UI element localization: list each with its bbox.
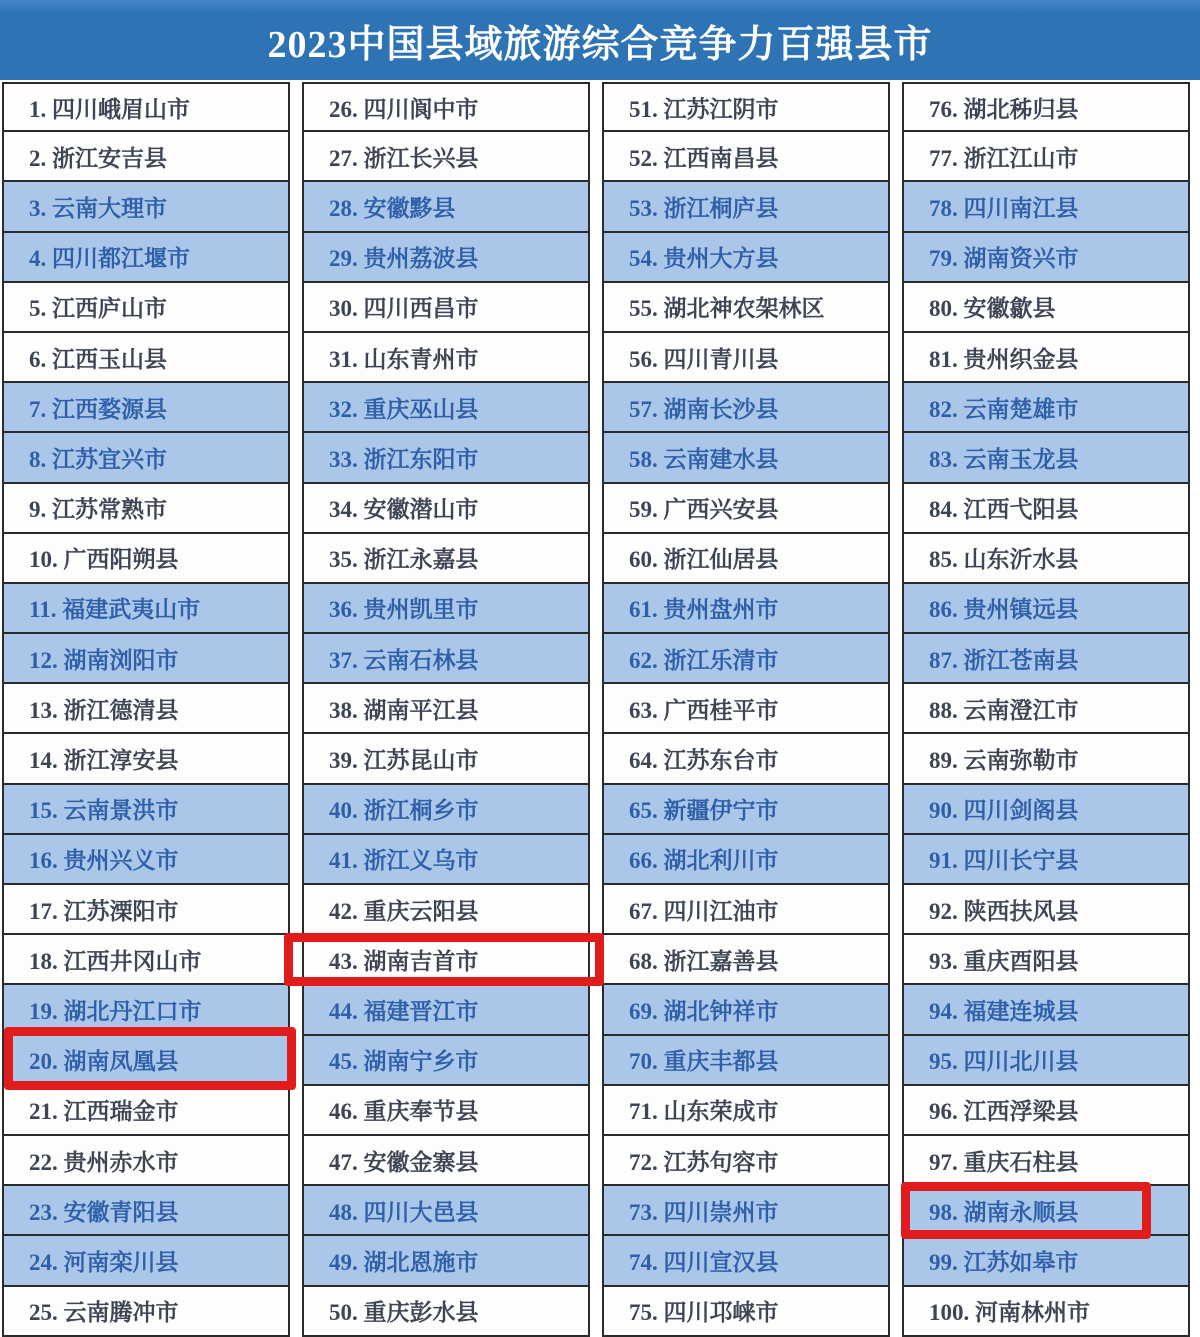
list-item-rank-37: 37. 云南石林县 xyxy=(302,634,590,684)
list-item-rank-31: 31. 山东青州市 xyxy=(302,333,590,383)
list-item-rank-61: 61. 贵州盘州市 xyxy=(602,584,890,634)
list-item-rank-36: 36. 贵州凯里市 xyxy=(302,584,590,634)
list-item-rank-57: 57. 湖南长沙县 xyxy=(602,383,890,433)
list-item-rank-77: 77. 浙江江山市 xyxy=(902,132,1190,182)
list-item-rank-82: 82. 云南楚雄市 xyxy=(902,383,1190,433)
list-item-rank-1: 1. 四川峨眉山市 xyxy=(2,82,290,132)
list-item-rank-76: 76. 湖北秭归县 xyxy=(902,82,1190,132)
list-item-rank-83: 83. 云南玉龙县 xyxy=(902,433,1190,483)
list-item-rank-3: 3. 云南大理市 xyxy=(2,182,290,232)
list-item-rank-26: 26. 四川阆中市 xyxy=(302,82,590,132)
list-item-rank-68: 68. 浙江嘉善县 xyxy=(602,935,890,985)
list-item-rank-38: 38. 湖南平江县 xyxy=(302,684,590,734)
list-item-rank-92: 92. 陕西扶风县 xyxy=(902,885,1190,935)
list-item-rank-66: 66. 湖北利川市 xyxy=(602,835,890,885)
list-item-rank-98: 98. 湖南永顺县 xyxy=(902,1186,1190,1236)
list-item-rank-67: 67. 四川江油市 xyxy=(602,885,890,935)
list-item-rank-65: 65. 新疆伊宁市 xyxy=(602,785,890,835)
list-item-rank-29: 29. 贵州荔波县 xyxy=(302,233,590,283)
list-item-rank-73: 73. 四川崇州市 xyxy=(602,1186,890,1236)
list-item-rank-10: 10. 广西阳朔县 xyxy=(2,534,290,584)
list-item-rank-93: 93. 重庆酉阳县 xyxy=(902,935,1190,985)
list-item-rank-42: 42. 重庆云阳县 xyxy=(302,885,590,935)
list-item-rank-87: 87. 浙江苍南县 xyxy=(902,634,1190,684)
page-title: 2023中国县域旅游综合竞争力百强县市 xyxy=(267,23,933,66)
list-item-rank-9: 9. 江苏常熟市 xyxy=(2,484,290,534)
list-item-rank-15: 15. 云南景洪市 xyxy=(2,785,290,835)
list-item-rank-47: 47. 安徽金寨县 xyxy=(302,1136,590,1186)
list-item-rank-50: 50. 重庆彭水县 xyxy=(302,1287,590,1337)
list-item-rank-28: 28. 安徽黟县 xyxy=(302,182,590,232)
list-item-rank-21: 21. 江西瑞金市 xyxy=(2,1086,290,1136)
list-item-rank-13: 13. 浙江德清县 xyxy=(2,684,290,734)
list-item-rank-23: 23. 安徽青阳县 xyxy=(2,1186,290,1236)
list-item-rank-46: 46. 重庆奉节县 xyxy=(302,1086,590,1136)
ranking-grid xyxy=(0,80,1200,1337)
list-item-rank-24: 24. 河南栾川县 xyxy=(2,1236,290,1286)
list-item-rank-18: 18. 江西井冈山市 xyxy=(2,935,290,985)
list-item-rank-80: 80. 安徽歙县 xyxy=(902,283,1190,333)
list-item-rank-33: 33. 浙江东阳市 xyxy=(302,433,590,483)
list-item-rank-22: 22. 贵州赤水市 xyxy=(2,1136,290,1186)
list-item-rank-79: 79. 湖南资兴市 xyxy=(902,233,1190,283)
list-item-rank-20: 20. 湖南凤凰县 xyxy=(2,1036,290,1086)
list-item-rank-49: 49. 湖北恩施市 xyxy=(302,1236,590,1286)
list-item-rank-70: 70. 重庆丰都县 xyxy=(602,1036,890,1086)
list-item-rank-35: 35. 浙江永嘉县 xyxy=(302,534,590,584)
list-item-rank-95: 95. 四川北川县 xyxy=(902,1036,1190,1086)
list-item-rank-96: 96. 江西浮梁县 xyxy=(902,1086,1190,1136)
list-item-rank-4: 4. 四川都江堰市 xyxy=(2,233,290,283)
list-item-rank-52: 52. 江西南昌县 xyxy=(602,132,890,182)
list-item-rank-88: 88. 云南澄江市 xyxy=(902,684,1190,734)
list-item-rank-41: 41. 浙江义乌市 xyxy=(302,835,590,885)
header-banner xyxy=(0,0,1200,80)
list-item-rank-56: 56. 四川青川县 xyxy=(602,333,890,383)
ranking-column xyxy=(902,82,1190,1337)
list-item-rank-91: 91. 四川长宁县 xyxy=(902,835,1190,885)
list-item-rank-32: 32. 重庆巫山县 xyxy=(302,383,590,433)
list-item-rank-94: 94. 福建连城县 xyxy=(902,985,1190,1035)
list-item-rank-6: 6. 江西玉山县 xyxy=(2,333,290,383)
list-item-rank-85: 85. 山东沂水县 xyxy=(902,534,1190,584)
list-item-rank-34: 34. 安徽潜山市 xyxy=(302,484,590,534)
list-item-rank-55: 55. 湖北神农架林区 xyxy=(602,283,890,333)
list-item-rank-39: 39. 江苏昆山市 xyxy=(302,734,590,784)
list-item-rank-64: 64. 江苏东台市 xyxy=(602,734,890,784)
list-item-rank-30: 30. 四川西昌市 xyxy=(302,283,590,333)
list-item-rank-81: 81. 贵州织金县 xyxy=(902,333,1190,383)
list-item-rank-2: 2. 浙江安吉县 xyxy=(2,132,290,182)
list-item-rank-44: 44. 福建晋江市 xyxy=(302,985,590,1035)
list-item-rank-53: 53. 浙江桐庐县 xyxy=(602,182,890,232)
list-item-rank-100: 100. 河南林州市 xyxy=(902,1287,1190,1337)
list-item-rank-97: 97. 重庆石柱县 xyxy=(902,1136,1190,1186)
list-item-rank-8: 8. 江苏宜兴市 xyxy=(2,433,290,483)
list-item-rank-25: 25. 云南腾冲市 xyxy=(2,1287,290,1337)
list-item-rank-5: 5. 江西庐山市 xyxy=(2,283,290,333)
list-item-rank-17: 17. 江苏溧阳市 xyxy=(2,885,290,935)
list-item-rank-99: 99. 江苏如皋市 xyxy=(902,1236,1190,1286)
list-item-rank-11: 11. 福建武夷山市 xyxy=(2,584,290,634)
list-item-rank-16: 16. 贵州兴义市 xyxy=(2,835,290,885)
list-item-rank-59: 59. 广西兴安县 xyxy=(602,484,890,534)
list-item-rank-51: 51. 江苏江阴市 xyxy=(602,82,890,132)
list-item-rank-74: 74. 四川宣汉县 xyxy=(602,1236,890,1286)
list-item-rank-7: 7. 江西婺源县 xyxy=(2,383,290,433)
list-item-rank-84: 84. 江西弋阳县 xyxy=(902,484,1190,534)
list-item-rank-45: 45. 湖南宁乡市 xyxy=(302,1036,590,1086)
list-item-rank-72: 72. 江苏句容市 xyxy=(602,1136,890,1186)
list-item-rank-58: 58. 云南建水县 xyxy=(602,433,890,483)
list-item-rank-71: 71. 山东荣成市 xyxy=(602,1086,890,1136)
list-item-rank-69: 69. 湖北钟祥市 xyxy=(602,985,890,1035)
ranking-column xyxy=(602,82,890,1337)
list-item-rank-48: 48. 四川大邑县 xyxy=(302,1186,590,1236)
list-item-rank-89: 89. 云南弥勒市 xyxy=(902,734,1190,784)
list-item-rank-62: 62. 浙江乐清市 xyxy=(602,634,890,684)
list-item-rank-78: 78. 四川南江县 xyxy=(902,182,1190,232)
ranking-column xyxy=(302,82,590,1337)
list-item-rank-19: 19. 湖北丹江口市 xyxy=(2,985,290,1035)
list-item-rank-14: 14. 浙江淳安县 xyxy=(2,734,290,784)
list-item-rank-40: 40. 浙江桐乡市 xyxy=(302,785,590,835)
list-item-rank-86: 86. 贵州镇远县 xyxy=(902,584,1190,634)
ranking-column xyxy=(2,82,290,1337)
list-item-rank-54: 54. 贵州大方县 xyxy=(602,233,890,283)
list-item-rank-90: 90. 四川剑阁县 xyxy=(902,785,1190,835)
list-item-rank-12: 12. 湖南浏阳市 xyxy=(2,634,290,684)
list-item-rank-60: 60. 浙江仙居县 xyxy=(602,534,890,584)
list-item-rank-75: 75. 四川邛崃市 xyxy=(602,1287,890,1337)
list-item-rank-63: 63. 广西桂平市 xyxy=(602,684,890,734)
list-item-rank-43: 43. 湖南吉首市 xyxy=(302,935,590,985)
list-item-rank-27: 27. 浙江长兴县 xyxy=(302,132,590,182)
